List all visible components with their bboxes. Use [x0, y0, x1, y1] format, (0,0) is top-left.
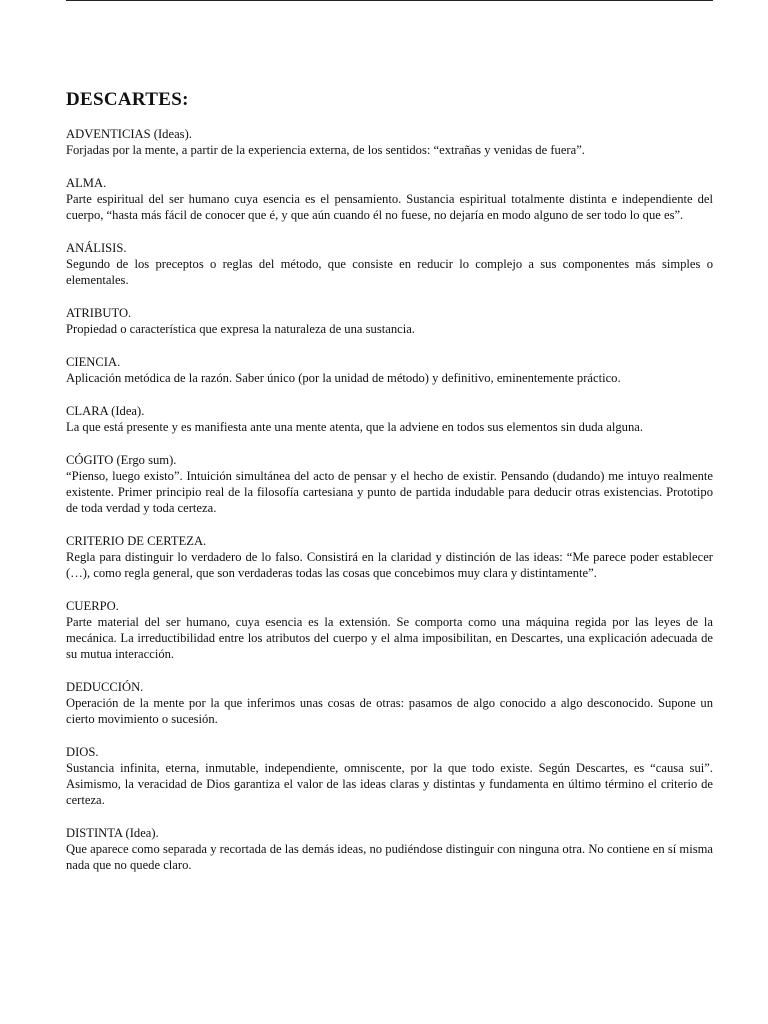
entry-definition: Parte espiritual del ser humano cuya esencia es el pensamiento. Sustancia espiritual totalmente distinta e independiente del cuerpo, “hasta más fácil de conocer que é, y que aún cuando él no fuese, no dejaría en modo alguno de ser todo lo que es”. [66, 192, 713, 222]
entry-term: CIENCIA. [66, 355, 121, 369]
glossary-entry-alma [66, 175, 713, 223]
entry-term: CUERPO. [66, 599, 119, 613]
glossary-entry-criterio-de-certeza [66, 533, 713, 581]
document-title: DESCARTES: [66, 89, 189, 110]
entry-definition: Aplicación metódica de la razón. Saber único (por la unidad de método) y definitivo, eminentemente práctico. [66, 371, 621, 385]
entry-definition: Sustancia infinita, eterna, inmutable, independiente, omniscente, por la que todo existe. Según Descartes, es “causa sui”. Asimismo, la veracidad de Dios garantiza el valor de las ideas claras y distintas y fundamenta en último término el criterio de certeza. [66, 761, 713, 807]
entry-definition: “Pienso, luego existo”. Intuición simultánea del acto de pensar y el hecho de existir. Pensando (dudando) me intuyo realmente existente. Primer principio real de la filosofía cartesiana y punto de partida indudable para deducir otras existencias. Prototipo de toda verdad y toda certeza. [66, 469, 713, 515]
glossary-entry-cuerpo [66, 598, 713, 662]
entry-definition: Parte material del ser humano, cuya esencia es la extensión. Se comporta como una máquina regida por las leyes de la mecánica. La irreductibilidad entre los atributos del cuerpo y el alma imposibilitan, en Descartes, una explicación adecuada de su mutua interacción. [66, 615, 713, 661]
entry-term: DIOS. [66, 745, 99, 759]
entry-term: CÓGITO (Ergo sum). [66, 453, 177, 467]
entry-term: CRITERIO DE CERTEZA. [66, 534, 207, 548]
entry-definition: Regla para distinguir lo verdadero de lo falso. Consistirá en la claridad y distinción de las ideas: “Me parece poder establecer (…), como regla general, que son verdaderas todas las cosas que concebimos muy clara y distintamente”. [66, 550, 713, 580]
glossary-entry-clara [66, 403, 713, 435]
entry-term: ANÁLISIS. [66, 241, 127, 255]
glossary-entry-deduccion [66, 679, 713, 727]
entry-term: ADVENTICIAS (Ideas). [66, 127, 192, 141]
entry-term: ALMA. [66, 176, 107, 190]
glossary-entry-cogito [66, 452, 713, 516]
entry-definition: Forjadas por la mente, a partir de la experiencia externa, de los sentidos: “extrañas y venidas de fuera”. [66, 143, 585, 157]
top-rule-divider [66, 0, 713, 1]
entry-term: DEDUCCIÓN. [66, 680, 144, 694]
entry-definition: La que está presente y es manifiesta ante una mente atenta, que la adviene en todos sus elementos sin duda alguna. [66, 420, 644, 434]
glossary-entry-distinta [66, 825, 713, 873]
entry-term: ATRIBUTO. [66, 306, 132, 320]
document-content [66, 88, 713, 890]
glossary-entry-dios [66, 744, 713, 808]
entry-definition: Segundo de los preceptos o reglas del método, que consiste en reducir lo complejo a sus componentes más simples o elementales. [66, 257, 713, 287]
glossary-entry-adventicias [66, 126, 713, 158]
glossary-entry-analisis [66, 240, 713, 288]
glossary-entry-atributo [66, 305, 713, 337]
entry-term: DISTINTA (Idea). [66, 826, 159, 840]
entry-term: CLARA (Idea). [66, 404, 145, 418]
entry-definition: Que aparece como separada y recortada de las demás ideas, no pudiéndose distinguir con ninguna otra. No contiene en sí misma nada que no quede claro. [66, 842, 713, 872]
glossary-entry-ciencia [66, 354, 713, 386]
entry-definition: Operación de la mente por la que inferimos unas cosas de otras: pasamos de algo conocido a algo desconocido. Supone un cierto movimiento o sucesión. [66, 696, 713, 726]
entry-definition: Propiedad o característica que expresa la naturaleza de una sustancia. [66, 322, 415, 336]
